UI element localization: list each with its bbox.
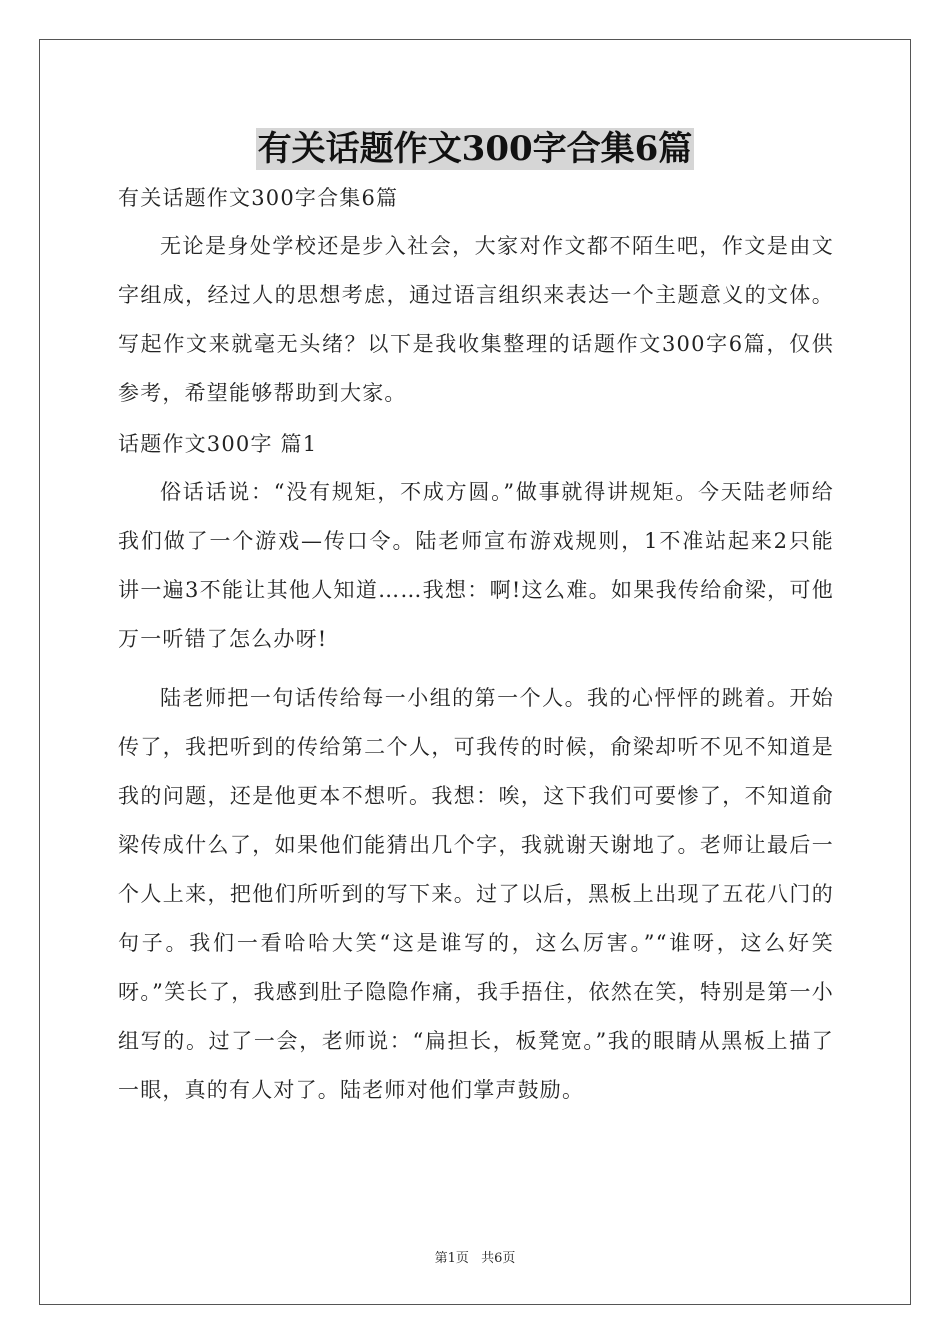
intro-paragraph: 无论是身处学校还是步入社会，大家对作文都不陌生吧，作文是由文字组成，经过人的思想考虑，通过语言组织来表达一个主题意义的文体。写起作文来就毫无头绪？以下是我收集整理的话题作文300字6篇，仅供参考，希望能够帮助到大家。 — [118, 234, 834, 405]
title-container — [0, 128, 950, 170]
body-paragraph-2: 陆老师把一句话传给每一小组的第一个人。我的心怦怦的跳着。开始传了，我把听到的传给第二个人，可我传的时候，俞梁却听不见不知道是我的问题，还是他更本不想听。我想：唉，这下我们可要惨了，不知道俞梁传成什么了，如果他们能猜出几个字，我就谢天谢地了。老师让最后一个人上来，把他们所听到的写下来。过了以后，黑板上出现了五花八门的句子。我们一看哈哈大笑“这是谁写的，这么厉害。”“谁呀，这么好笑呀。”笑长了，我感到肚子隐隐作痛，我手捂住，依然在笑，特别是第一小组写的。过了一会，老师说：“扁担长，板凳宽。”我的眼睛从黑板上描了一眼，真的有人对了。陆老师对他们掌声鼓励。 — [118, 686, 834, 1102]
document-title: 有关话题作文300字合集6篇 — [257, 129, 693, 169]
page-total: 共6页 — [481, 1251, 516, 1266]
section-heading: 话题作文300字 篇1 — [118, 432, 318, 456]
document-body — [118, 182, 834, 1125]
page-number: 第1页 — [434, 1251, 469, 1266]
document-subtitle: 有关话题作文300字合集6篇 — [118, 186, 399, 210]
body-paragraph-1: 俗话话说：“没有规矩，不成方圆。”做事就得讲规矩。今天陆老师给我们做了一个游戏—传口令。陆老师宣布游戏规则，1不准站起来2只能讲一遍3不能让其他人知道……我想：啊!这么难。如果我传给俞梁，可他万一听错了怎么办呀! — [118, 480, 834, 651]
page-footer — [0, 1247, 950, 1266]
